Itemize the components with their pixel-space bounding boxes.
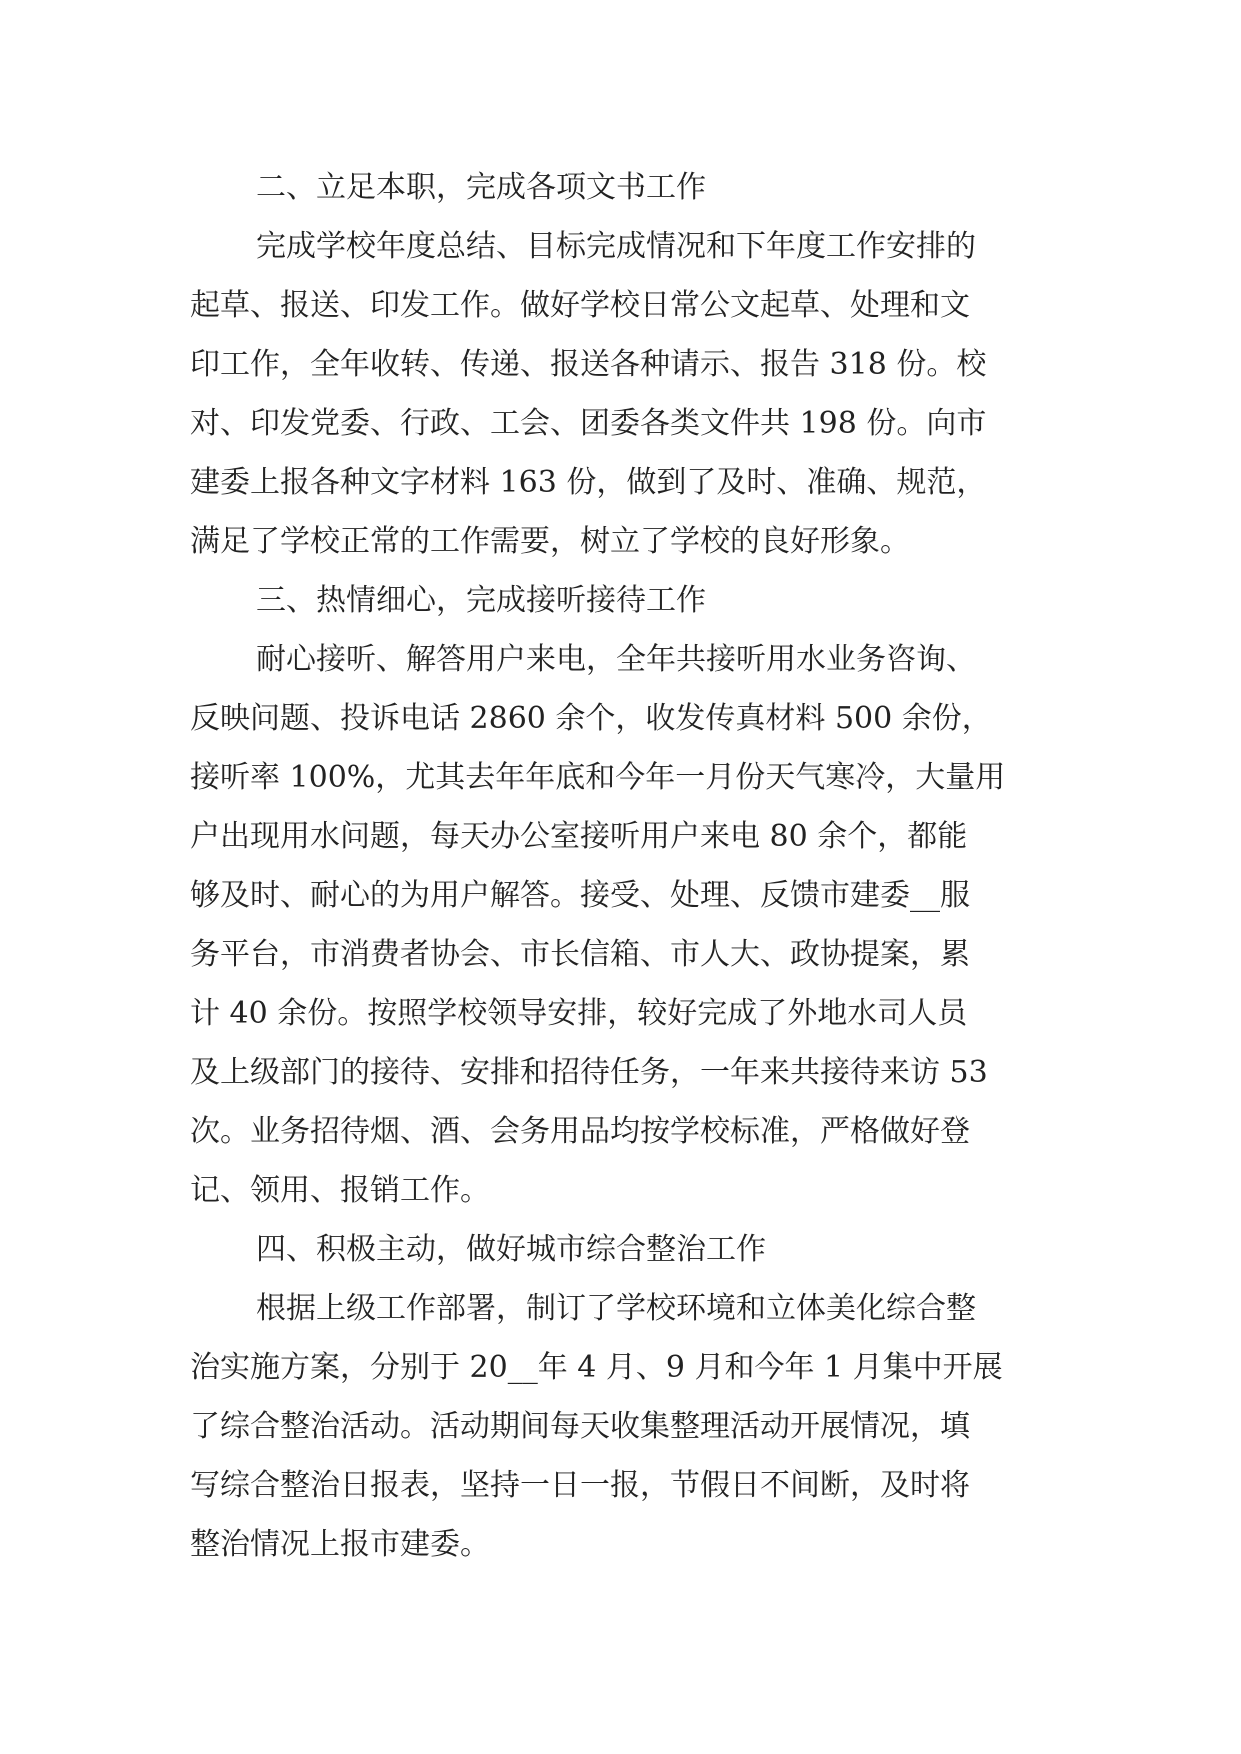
paragraph-line: 计 40 余份。按照学校领导安排，较好完成了外地水司人员 (190, 996, 968, 1031)
paragraph-line: 反映问题、投诉电话 2860 余个，收发传真材料 500 余份， (190, 701, 992, 736)
section-heading-3: 三、热情细心，完成接听接待工作 (256, 583, 706, 618)
paragraph-line: 及上级部门的接待、安排和招待任务，一年来共接待来访 53 (190, 1055, 988, 1090)
paragraph-line: 记、领用、报销工作。 (190, 1173, 490, 1208)
paragraph-line: 户出现用水问题，每天办公室接听用户来电 80 余个，都能 (190, 819, 968, 854)
paragraph-line: 起草、报送、印发工作。做好学校日常公文起草、处理和文 (190, 288, 970, 323)
paragraph-line: 根据上级工作部署，制订了学校环境和立体美化综合整 (256, 1291, 976, 1326)
paragraph-line: 印工作，全年收转、传递、报送各种请示、报告 318 份。校 (190, 347, 987, 382)
section-heading-4: 四、积极主动，做好城市综合整治工作 (256, 1232, 766, 1267)
paragraph-line: 了综合整治活动。活动期间每天收集整理活动开展情况，填 (190, 1409, 970, 1444)
paragraph-line: 整治情况上报市建委。 (190, 1527, 490, 1562)
paragraph-line: 对、印发党委、行政、工会、团委各类文件共 198 份。向市 (190, 406, 987, 441)
paragraph-line: 务平台，市消费者协会、市长信箱、市人大、政协提案，累 (190, 937, 970, 972)
paragraph-line: 满足了学校正常的工作需要，树立了学校的良好形象。 (190, 524, 910, 559)
section-heading-2: 二、立足本职，完成各项文书工作 (256, 170, 706, 205)
paragraph-line: 够及时、耐心的为用户解答。接受、处理、反馈市建委__服 (190, 878, 970, 913)
paragraph-line: 耐心接听、解答用户来电，全年共接听用水业务咨询、 (256, 642, 976, 677)
paragraph-line: 建委上报各种文字材料 163 份，做到了及时、准确、规范， (190, 465, 987, 500)
paragraph-line: 接听率 100%，尤其去年年底和今年一月份天气寒冷，大量用 (190, 760, 1006, 795)
paragraph-line: 治实施方案，分别于 20__年 4 月、9 月和今年 1 月集中开展 (190, 1350, 1003, 1385)
paragraph-line: 写综合整治日报表，坚持一日一报，节假日不间断，及时将 (190, 1468, 970, 1503)
paragraph-line: 完成学校年度总结、目标完成情况和下年度工作安排的 (256, 229, 976, 264)
paragraph-line: 次。业务招待烟、酒、会务用品均按学校标准，严格做好登 (190, 1114, 970, 1149)
